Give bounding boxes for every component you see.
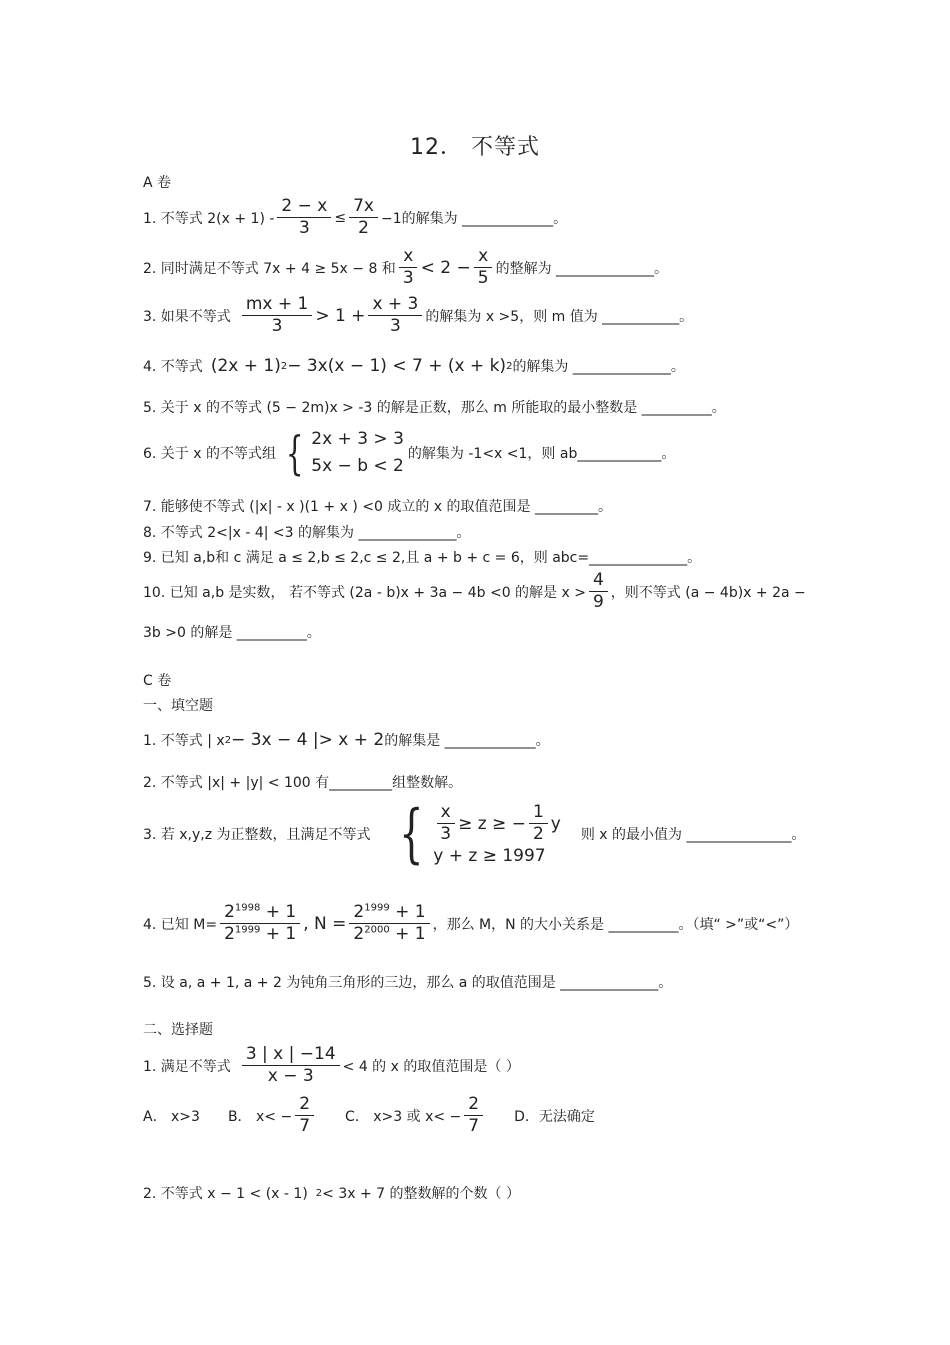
fraction: $\frac{2}{7}$ [464, 1094, 483, 1138]
choice-heading: 二、选择题 [143, 1022, 213, 1038]
page-title: 12． 不等式 [410, 135, 540, 160]
section-c-heading: C 卷 [143, 673, 172, 689]
fraction: $\frac{2}{7}$ [295, 1094, 314, 1138]
problem-a1: 1. 不等式 2(x + 1) - $\frac{2 - x}{3}$ ≤ $\frac{7x}{2}$ −1的解集为 _____________。 [143, 196, 568, 239]
problem-a9: 9. 已知 a,b和 c 满足 a ≤ 2,b ≤ 2,c ≤ 2,且 a + b + c = 6，则 abc=______________。 [143, 550, 702, 566]
fraction-m: $\frac{2^{1998} + 1}{2^{1999} + 1}$ [220, 902, 300, 946]
fraction: $\frac{x + 3}{3}$ [368, 294, 422, 338]
left-brace: { [285, 426, 304, 481]
fraction: $\frac{2 - x}{3}$ [277, 196, 331, 240]
problem-a5: 5. 关于 x 的不等式 (5 − 2m)x > -3 的解是正数，那么 m 所能取的最小整数是 __________。 [143, 400, 726, 416]
fraction: $\frac{x}{3}$ [399, 246, 418, 290]
fraction: $\frac{1}{2}$ [529, 802, 548, 846]
inequality-system: { $\frac{x}{3}$ ≥ z ≥ − $\frac{1}{2}$ y y + z ≥ 1997 [398, 797, 561, 871]
fraction: $\frac{x}{3}$ [436, 802, 455, 846]
problem-a2: 2. 同时满足不等式 7x + 4 ≥ 5x − 8 和 $\frac{x}{3}$ < 2 − $\frac{x}{5}$ 的整解为 ______________。 [143, 246, 669, 289]
choice-options [143, 1094, 623, 1138]
problem-a3: 3. 如果不等式 $\frac{mx + 1}{3}$ > 1 + $\frac{x + 3}{3}$ 的解集为 x >5，则 m 值为 ___________。 [143, 294, 694, 337]
problem-a8: 8. 不等式 2<|x - 4| <3 的解集为 ______________。 [143, 525, 471, 541]
fill-in-heading: 一、填空题 [143, 698, 213, 714]
option-a[interactable]: A． x>3 [143, 1108, 200, 1125]
fraction: $\frac{4}{9}$ [589, 570, 608, 614]
problem-a10-continued: 3b >0 的解是 __________。 [143, 625, 321, 641]
problem-c5: 5. 设 a, a + 1, a + 2 为钝角三角形的三边，那么 a 的取值范围是 ______________。 [143, 975, 673, 991]
problem-a6: 6. 关于 x 的不等式组 { 2x + 3 > 3 5x − b < 2 的解集为 -1<x <1，则 ab____________。 [143, 426, 676, 481]
option-c[interactable]: C． x>3 或 x< − $\frac{2}{7}$ [345, 1094, 486, 1138]
problem-c1: 1. 不等式 | x 2 − 3x − 4 |> x + 2 的解集是 _____________。 [143, 730, 550, 750]
fraction: $\frac{3 | x | -14}{x - 3}$ [242, 1044, 340, 1088]
option-b[interactable]: B． x< − $\frac{2}{7}$ [228, 1094, 317, 1138]
fraction-n: $\frac{2^{1999} + 1}{2^{2000} + 1}$ [349, 902, 429, 946]
fraction: $\frac{7x}{2}$ [349, 196, 378, 240]
problem-a10: 10. 已知 a,b 是实数， 若不等式 (2a - b)x + 3a − 4b <0 的解是 x > $\frac{4}{9}$ ，则不等式 (a − 4b)x + 2a − [143, 570, 806, 613]
problem-c3: 3. 若 x,y,z 为正整数，且满足不等式 { $\frac{x}{3}$ ≥ z ≥ − $\frac{1}{2}$ y y + z ≥ 1997 则 x 的最小值为 _______________。 [143, 797, 806, 871]
problem-s1: 1. 满足不等式 $\frac{3 | x | -14}{x - 3}$ < 4 的 x 的取值范围是（ ） [143, 1044, 520, 1087]
fraction: $\frac{mx + 1}{3}$ [242, 294, 313, 338]
problem-s2: 2. 不等式 x − 1 < (x - 1) 2 < 3x + 7 的整数解的个数（ ） [143, 1186, 520, 1202]
left-brace: { [398, 797, 424, 871]
problem-a4: 4. 不等式 (2x + 1) 2 − 3x(x − 1) < 7 + (x + k) 2 的解集为 ______________。 [143, 356, 685, 376]
inequality-system: { 2x + 3 > 3 5x − b < 2 [285, 426, 404, 481]
problem-c4: 4. 已知 M= $\frac{2^{1998} + 1}{2^{1999} + 1}$ , N = $\frac{2^{1999} + 1}{2^{2000} + 1}$ ，那么 M，N 的大小关系是 __________。（填“ >”或“<”） [143, 902, 799, 945]
problem-a7: 7. 能够使不等式 (|x| - x )(1 + x ) <0 成立的 x 的取值范围是 _________。 [143, 499, 612, 515]
option-d[interactable]: D．无法确定 [514, 1108, 595, 1125]
section-a-heading: A 卷 [143, 175, 172, 191]
problem-c2: 2. 不等式 |x| + |y| < 100 有_________组整数解。 [143, 775, 463, 791]
fraction: $\frac{x}{5}$ [474, 246, 493, 290]
